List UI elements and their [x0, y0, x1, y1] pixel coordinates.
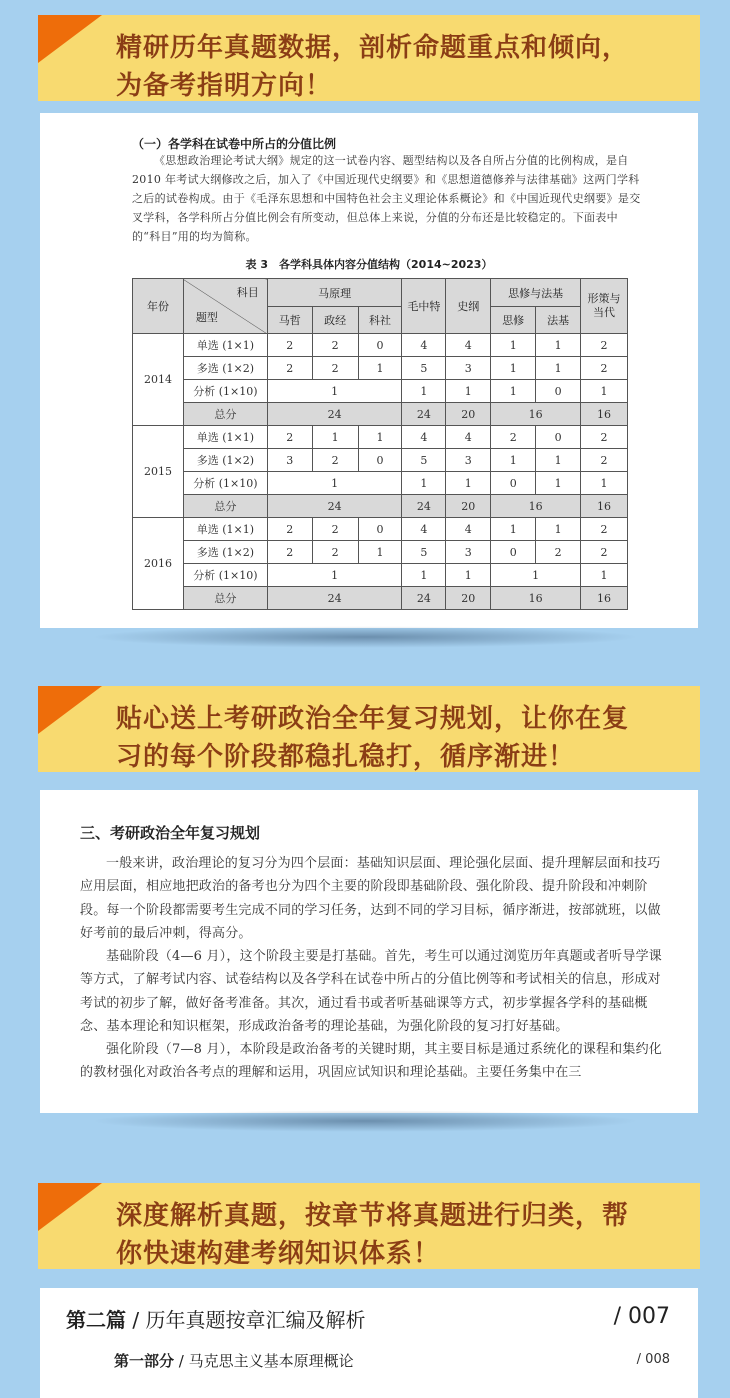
value-cell: 2 — [581, 449, 628, 472]
banner-3-line1: 深度解析真题，按章节将真题进行归类，帮 — [116, 1201, 630, 1231]
banner-1 — [38, 15, 700, 101]
table-row — [133, 426, 628, 449]
total-row — [133, 587, 628, 610]
value-cell: 1 — [491, 564, 581, 587]
toc-page-card — [40, 1288, 698, 1398]
total-cell: 16 — [581, 587, 628, 610]
total-cell: 24 — [267, 403, 402, 426]
header-sixiu: 思修 — [491, 307, 536, 334]
year-cell: 2014 — [133, 334, 184, 426]
type-cell: 单选 (1×1) — [183, 426, 267, 449]
value-cell: 0 — [536, 380, 581, 403]
total-row — [133, 495, 628, 518]
value-cell: 2 — [581, 334, 628, 357]
value-cell: 0 — [358, 449, 402, 472]
header-mayuanli: 马原理 — [267, 279, 402, 307]
value-cell: 1 — [491, 334, 536, 357]
year-cell: 2016 — [133, 518, 184, 610]
value-cell: 2 — [581, 357, 628, 380]
type-cell: 分析 (1×10) — [183, 472, 267, 495]
value-cell: 3 — [446, 541, 491, 564]
header-keshe: 科社 — [358, 307, 402, 334]
table-row — [133, 518, 628, 541]
total-label: 总分 — [183, 495, 267, 518]
value-cell: 1 — [536, 449, 581, 472]
table-row — [133, 334, 628, 357]
value-cell: 0 — [358, 334, 402, 357]
value-cell: 2 — [581, 541, 628, 564]
type-cell: 分析 (1×10) — [183, 380, 267, 403]
banner-3-line2: 你快速构建考纲知识体系！ — [116, 1239, 441, 1269]
value-cell: 1 — [581, 564, 628, 587]
banner-1-line2: 为备考指明方向！ — [116, 71, 333, 101]
value-cell: 4 — [402, 426, 446, 449]
value-cell: 1 — [581, 380, 628, 403]
total-cell: 16 — [491, 587, 581, 610]
toc-part-label: 第二篇 — [66, 1308, 126, 1332]
value-cell: 1 — [536, 472, 581, 495]
value-cell: 4 — [446, 426, 491, 449]
type-cell: 单选 (1×1) — [183, 334, 267, 357]
type-cell: 单选 (1×1) — [183, 518, 267, 541]
value-cell: 1 — [358, 541, 402, 564]
value-cell: 1 — [446, 472, 491, 495]
corner-triangle-icon — [38, 1183, 102, 1231]
table-row — [133, 541, 628, 564]
header-xingce: 形策与当代 — [581, 279, 628, 334]
value-cell: 1 — [491, 449, 536, 472]
value-cell: 1 — [491, 518, 536, 541]
plan-page-card — [40, 790, 698, 1113]
total-cell: 20 — [446, 495, 491, 518]
table-row — [133, 472, 628, 495]
header-maozhongte: 毛中特 — [402, 279, 446, 334]
value-cell: 4 — [446, 334, 491, 357]
value-cell: 1 — [312, 426, 358, 449]
value-cell: 5 — [402, 541, 446, 564]
corner-triangle-icon — [38, 686, 102, 734]
value-cell: 1 — [446, 380, 491, 403]
table-row — [133, 357, 628, 380]
value-cell: 4 — [446, 518, 491, 541]
toc-sub-page: / 008 — [636, 1352, 670, 1367]
plan-heading: 三、考研政治全年复习规划 — [80, 824, 261, 842]
value-cell: 5 — [402, 357, 446, 380]
value-cell: 0 — [491, 541, 536, 564]
header-shigang: 史纲 — [446, 279, 491, 334]
header-diagonal — [183, 279, 267, 334]
total-cell: 16 — [491, 495, 581, 518]
type-cell: 多选 (1×2) — [183, 541, 267, 564]
value-cell: 1 — [358, 357, 402, 380]
value-cell: 2 — [581, 426, 628, 449]
value-cell: 1 — [536, 518, 581, 541]
toc-sub-title: / 马克思主义基本原理概论 — [174, 1352, 354, 1370]
total-cell: 20 — [446, 587, 491, 610]
section-paragraph: 《思想政治理论考试大纲》规定的这一试卷内容、题型结构以及各自所占分值的比例构成，是自 2010 年考试大纲修改之后，加入了《中国近现代史纲要》和《思想道德修养与法律基础》这两门学科之后的试卷构成。由于《毛泽东思想和中国特色社会主义理论体系概论》和《中国近现代史纲要》是交叉学科，各学科所占分值比例会有所变动，但总体上来说，分值的分布还是比较稳定的。下面表中的“科目”用的均为简称。 — [132, 154, 641, 243]
score-table — [132, 278, 628, 610]
total-cell: 24 — [402, 403, 446, 426]
value-cell: 3 — [446, 449, 491, 472]
value-cell: 1 — [536, 357, 581, 380]
value-cell: 1 — [491, 357, 536, 380]
value-cell: 2 — [267, 334, 312, 357]
value-cell: 2 — [312, 541, 358, 564]
table-caption: 表 3 各学科具体内容分值结构（2014~2023） — [245, 258, 493, 271]
corner-triangle-icon — [38, 15, 102, 63]
header-type: 题型 — [195, 311, 218, 324]
type-cell: 分析 (1×10) — [183, 564, 267, 587]
value-cell: 1 — [402, 380, 446, 403]
value-cell: 2 — [312, 334, 358, 357]
value-cell: 1 — [402, 564, 446, 587]
value-cell: 1 — [267, 380, 402, 403]
value-cell: 1 — [446, 564, 491, 587]
table-row — [133, 380, 628, 403]
value-cell: 2 — [267, 518, 312, 541]
total-cell: 24 — [402, 495, 446, 518]
value-cell: 0 — [358, 518, 402, 541]
value-cell: 2 — [312, 518, 358, 541]
value-cell: 1 — [267, 564, 402, 587]
header-zhengjing: 政经 — [312, 307, 358, 334]
section-heading: （一）各学科在试卷中所占的分值比例 — [132, 137, 337, 151]
value-cell: 2 — [267, 541, 312, 564]
table-row — [133, 449, 628, 472]
toc-sub-entry — [114, 1350, 354, 1371]
total-cell: 20 — [446, 403, 491, 426]
value-cell: 2 — [581, 518, 628, 541]
total-cell: 16 — [581, 495, 628, 518]
type-cell: 多选 (1×2) — [183, 357, 267, 380]
toc-part-title: / 历年真题按章汇编及解析 — [126, 1308, 366, 1332]
value-cell: 2 — [267, 426, 312, 449]
total-label: 总分 — [183, 587, 267, 610]
value-cell: 3 — [446, 357, 491, 380]
toc-part-page: / 007 — [613, 1304, 670, 1329]
banner-2-line2: 习的每个阶段都稳扎稳打，循序渐进！ — [116, 742, 576, 772]
header-subject: 科目 — [236, 286, 259, 299]
total-label: 总分 — [183, 403, 267, 426]
card-shadow — [90, 1110, 640, 1132]
total-cell: 24 — [267, 495, 402, 518]
header-faji: 法基 — [536, 307, 581, 334]
total-cell: 16 — [581, 403, 628, 426]
value-cell: 4 — [402, 334, 446, 357]
plan-paragraph-2: 基础阶段（4—6 月），这个阶段主要是打基础。首先，考生可以通过浏览历年真题或者听导学课等方式，了解考试内容、试卷结构以及各学科在试卷中所占的分值比例等和考试相关的信息，形成对考试的初步了解，做好备考准备。其次，通过看书或者听基础课等方式，初步掌握各学科的基础概念、基本理论和知识框架，形成政治备考的理论基础，为强化阶段的复习打好基础。 — [80, 949, 662, 1034]
toc-sub-label: 第一部分 — [114, 1352, 175, 1370]
header-year: 年份 — [133, 279, 184, 334]
type-cell: 多选 (1×2) — [183, 449, 267, 472]
plan-paragraph-3: 强化阶段（7—8 月），本阶段是政治备考的关键时期，其主要目标是通过系统化的课程和集约化的教材强化对政治各考点的理解和运用，巩固应试知识和理论基础。主要任务集中在三 — [80, 1042, 662, 1081]
value-cell: 1 — [402, 472, 446, 495]
value-cell: 1 — [581, 472, 628, 495]
banner-3 — [38, 1183, 700, 1269]
toc-part-entry — [66, 1304, 365, 1333]
table-row — [133, 564, 628, 587]
value-cell: 1 — [358, 426, 402, 449]
value-cell: 2 — [312, 449, 358, 472]
value-cell: 5 — [402, 449, 446, 472]
value-cell: 2 — [267, 357, 312, 380]
total-cell: 24 — [402, 587, 446, 610]
table-page-card — [40, 113, 698, 628]
plan-paragraph-1: 一般来讲，政治理论的复习分为四个层面：基础知识层面、理论强化层面、提升理解层面和技巧应用层面，相应地把政治的备考也分为四个主要的阶段即基础阶段、强化阶段、提升阶段和冲刺阶段。每一个阶段都需要考生完成不同的学习任务，达到不同的学习目标，循序渐进，按部就班，以做好考前的最后冲刺，得高分。 — [80, 856, 661, 941]
value-cell: 1 — [491, 380, 536, 403]
value-cell: 2 — [312, 357, 358, 380]
value-cell: 0 — [491, 472, 536, 495]
value-cell: 3 — [267, 449, 312, 472]
value-cell: 4 — [402, 518, 446, 541]
header-mazhe: 马哲 — [267, 307, 312, 334]
header-sixiufaji: 思修与法基 — [491, 279, 581, 307]
total-cell: 16 — [491, 403, 581, 426]
value-cell: 0 — [536, 426, 581, 449]
banner-1-line1: 精研历年真题数据，剖析命题重点和倾向， — [116, 33, 630, 63]
total-cell: 24 — [267, 587, 402, 610]
total-row — [133, 403, 628, 426]
year-cell: 2015 — [133, 426, 184, 518]
value-cell: 1 — [267, 472, 402, 495]
banner-2-line1: 贴心送上考研政治全年复习规划，让你在复 — [116, 704, 630, 734]
value-cell: 1 — [536, 334, 581, 357]
banner-2 — [38, 686, 700, 772]
card-shadow — [90, 626, 640, 648]
value-cell: 2 — [491, 426, 536, 449]
value-cell: 2 — [536, 541, 581, 564]
